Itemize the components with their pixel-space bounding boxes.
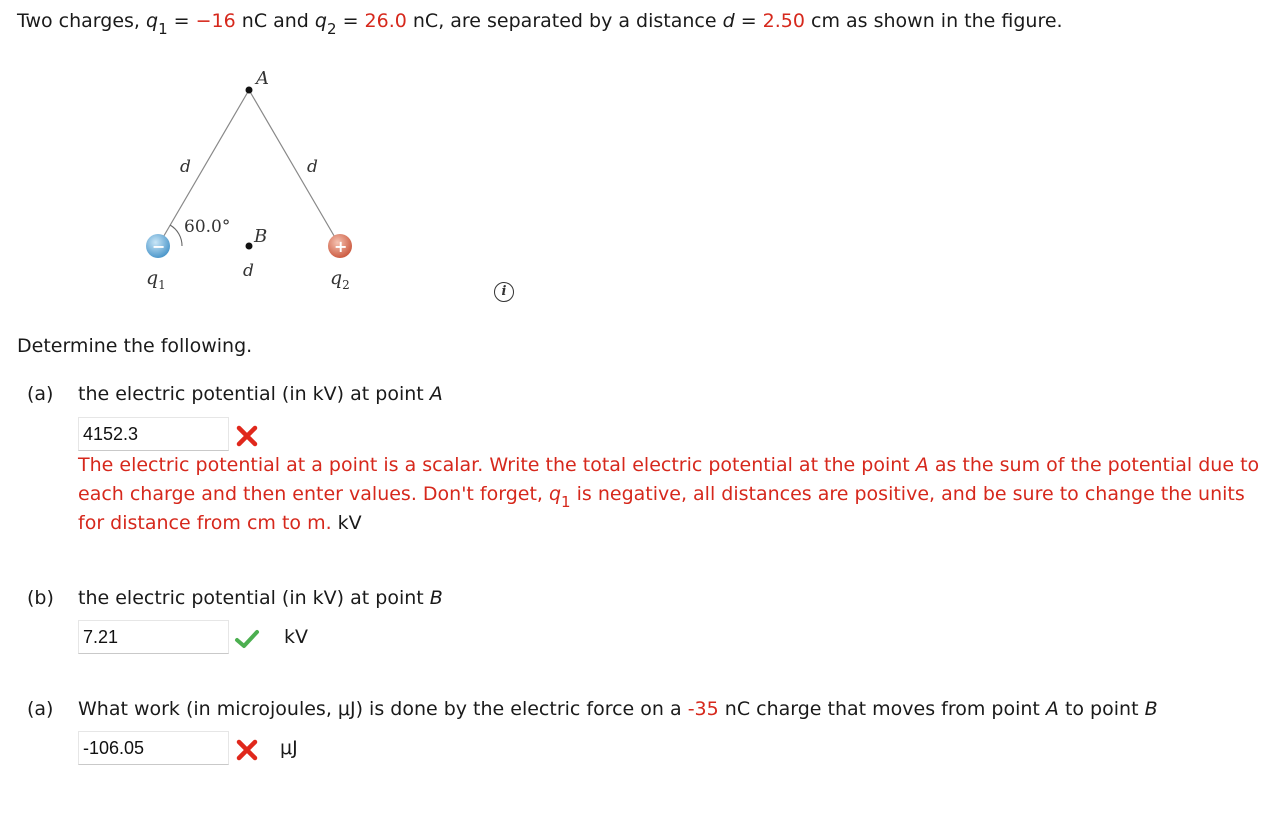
part-a-point: A (429, 383, 443, 405)
side-left-label: d (180, 157, 191, 177)
part-b-unit: kV (284, 626, 309, 648)
q1-unit: nC and (235, 10, 315, 32)
part-c-charge-value: -35 (687, 698, 719, 720)
info-icon[interactable]: i (494, 282, 514, 302)
statement-tail: as shown in the figure. (839, 10, 1063, 32)
d-value: 2.50 (762, 10, 805, 32)
q1-value: −16 (195, 10, 236, 32)
triangle-figure (130, 62, 380, 302)
part-c-question-text: nC charge that moves from point (718, 698, 1046, 720)
point-a-label: A (256, 68, 269, 89)
part-c-question (78, 696, 1158, 722)
d-symbol: d (722, 10, 735, 32)
incorrect-cross-icon (234, 423, 260, 449)
part-a-question (78, 381, 443, 407)
equals-sign: = (734, 10, 763, 32)
equals-sign: = (167, 10, 196, 32)
bottom-distance-label: d (243, 261, 254, 281)
intro-text: Two charges, (17, 10, 147, 32)
part-b-point: B (429, 587, 443, 609)
point-b-dot (246, 243, 253, 250)
part-c-question-text: to point (1058, 698, 1145, 720)
equals-sign: = (336, 10, 365, 32)
q2-unit: nC, are separated by a distance (406, 10, 723, 32)
part-c-question-text: What work (in microjoules, μJ) is done by the electric force on a (78, 698, 688, 720)
feedback-point: A (915, 454, 929, 476)
correct-check-icon (234, 626, 260, 652)
problem-statement (17, 8, 1063, 38)
angle-label: 60.0° (184, 217, 231, 237)
part-b-label: (b) (27, 587, 54, 609)
plus-sign: + (334, 237, 348, 256)
part-a-label: (a) (27, 383, 54, 405)
part-b-question (78, 585, 443, 611)
minus-sign: − (152, 237, 166, 256)
part-a-feedback (78, 451, 1273, 538)
part-a-question-text: the electric potential (in kV) at point (78, 383, 430, 405)
feedback-q1-subscript: 1 (561, 493, 571, 511)
d-unit: cm (804, 10, 840, 32)
part-c-answer-input[interactable] (78, 731, 229, 765)
part-c-point-from: A (1045, 698, 1059, 720)
part-b-answer-input[interactable] (78, 620, 229, 654)
feedback-text: as the sum of the potential due to each charge and then enter values. Don't forget, (78, 454, 1260, 505)
determine-heading: Determine the following. (17, 335, 253, 357)
feedback-text: The electric potential at a point is a scalar. Write the total electric potential at the point (78, 454, 916, 476)
angle-arc (170, 225, 182, 246)
side-right-line (249, 90, 340, 246)
q2-subscript: 2 (326, 20, 337, 38)
q2-symbol: q (314, 10, 327, 32)
point-a-dot (246, 87, 253, 94)
part-c-unit: μJ (280, 737, 298, 759)
q1-figure-label: $q_1$ (146, 267, 166, 292)
part-c-point-to: B (1144, 698, 1158, 720)
q2-figure-label: $q_2$ (330, 267, 350, 292)
part-c-label: (a) (27, 698, 54, 720)
q1-subscript: 1 (158, 20, 168, 38)
feedback-text: is negative, all distances are positive, and be sure to change the units for distance from cm to m. (78, 483, 1245, 534)
part-b-question-text: the electric potential (in kV) at point (78, 587, 430, 609)
point-b-label: B (254, 226, 268, 247)
incorrect-cross-icon (234, 737, 260, 763)
side-right-label: d (307, 157, 318, 177)
q2-value: 26.0 (364, 10, 407, 32)
part-a-answer-input[interactable] (78, 417, 229, 451)
part-a-unit: kV (331, 512, 362, 534)
feedback-q1-symbol: q (548, 483, 562, 505)
q1-symbol: q (146, 10, 159, 32)
